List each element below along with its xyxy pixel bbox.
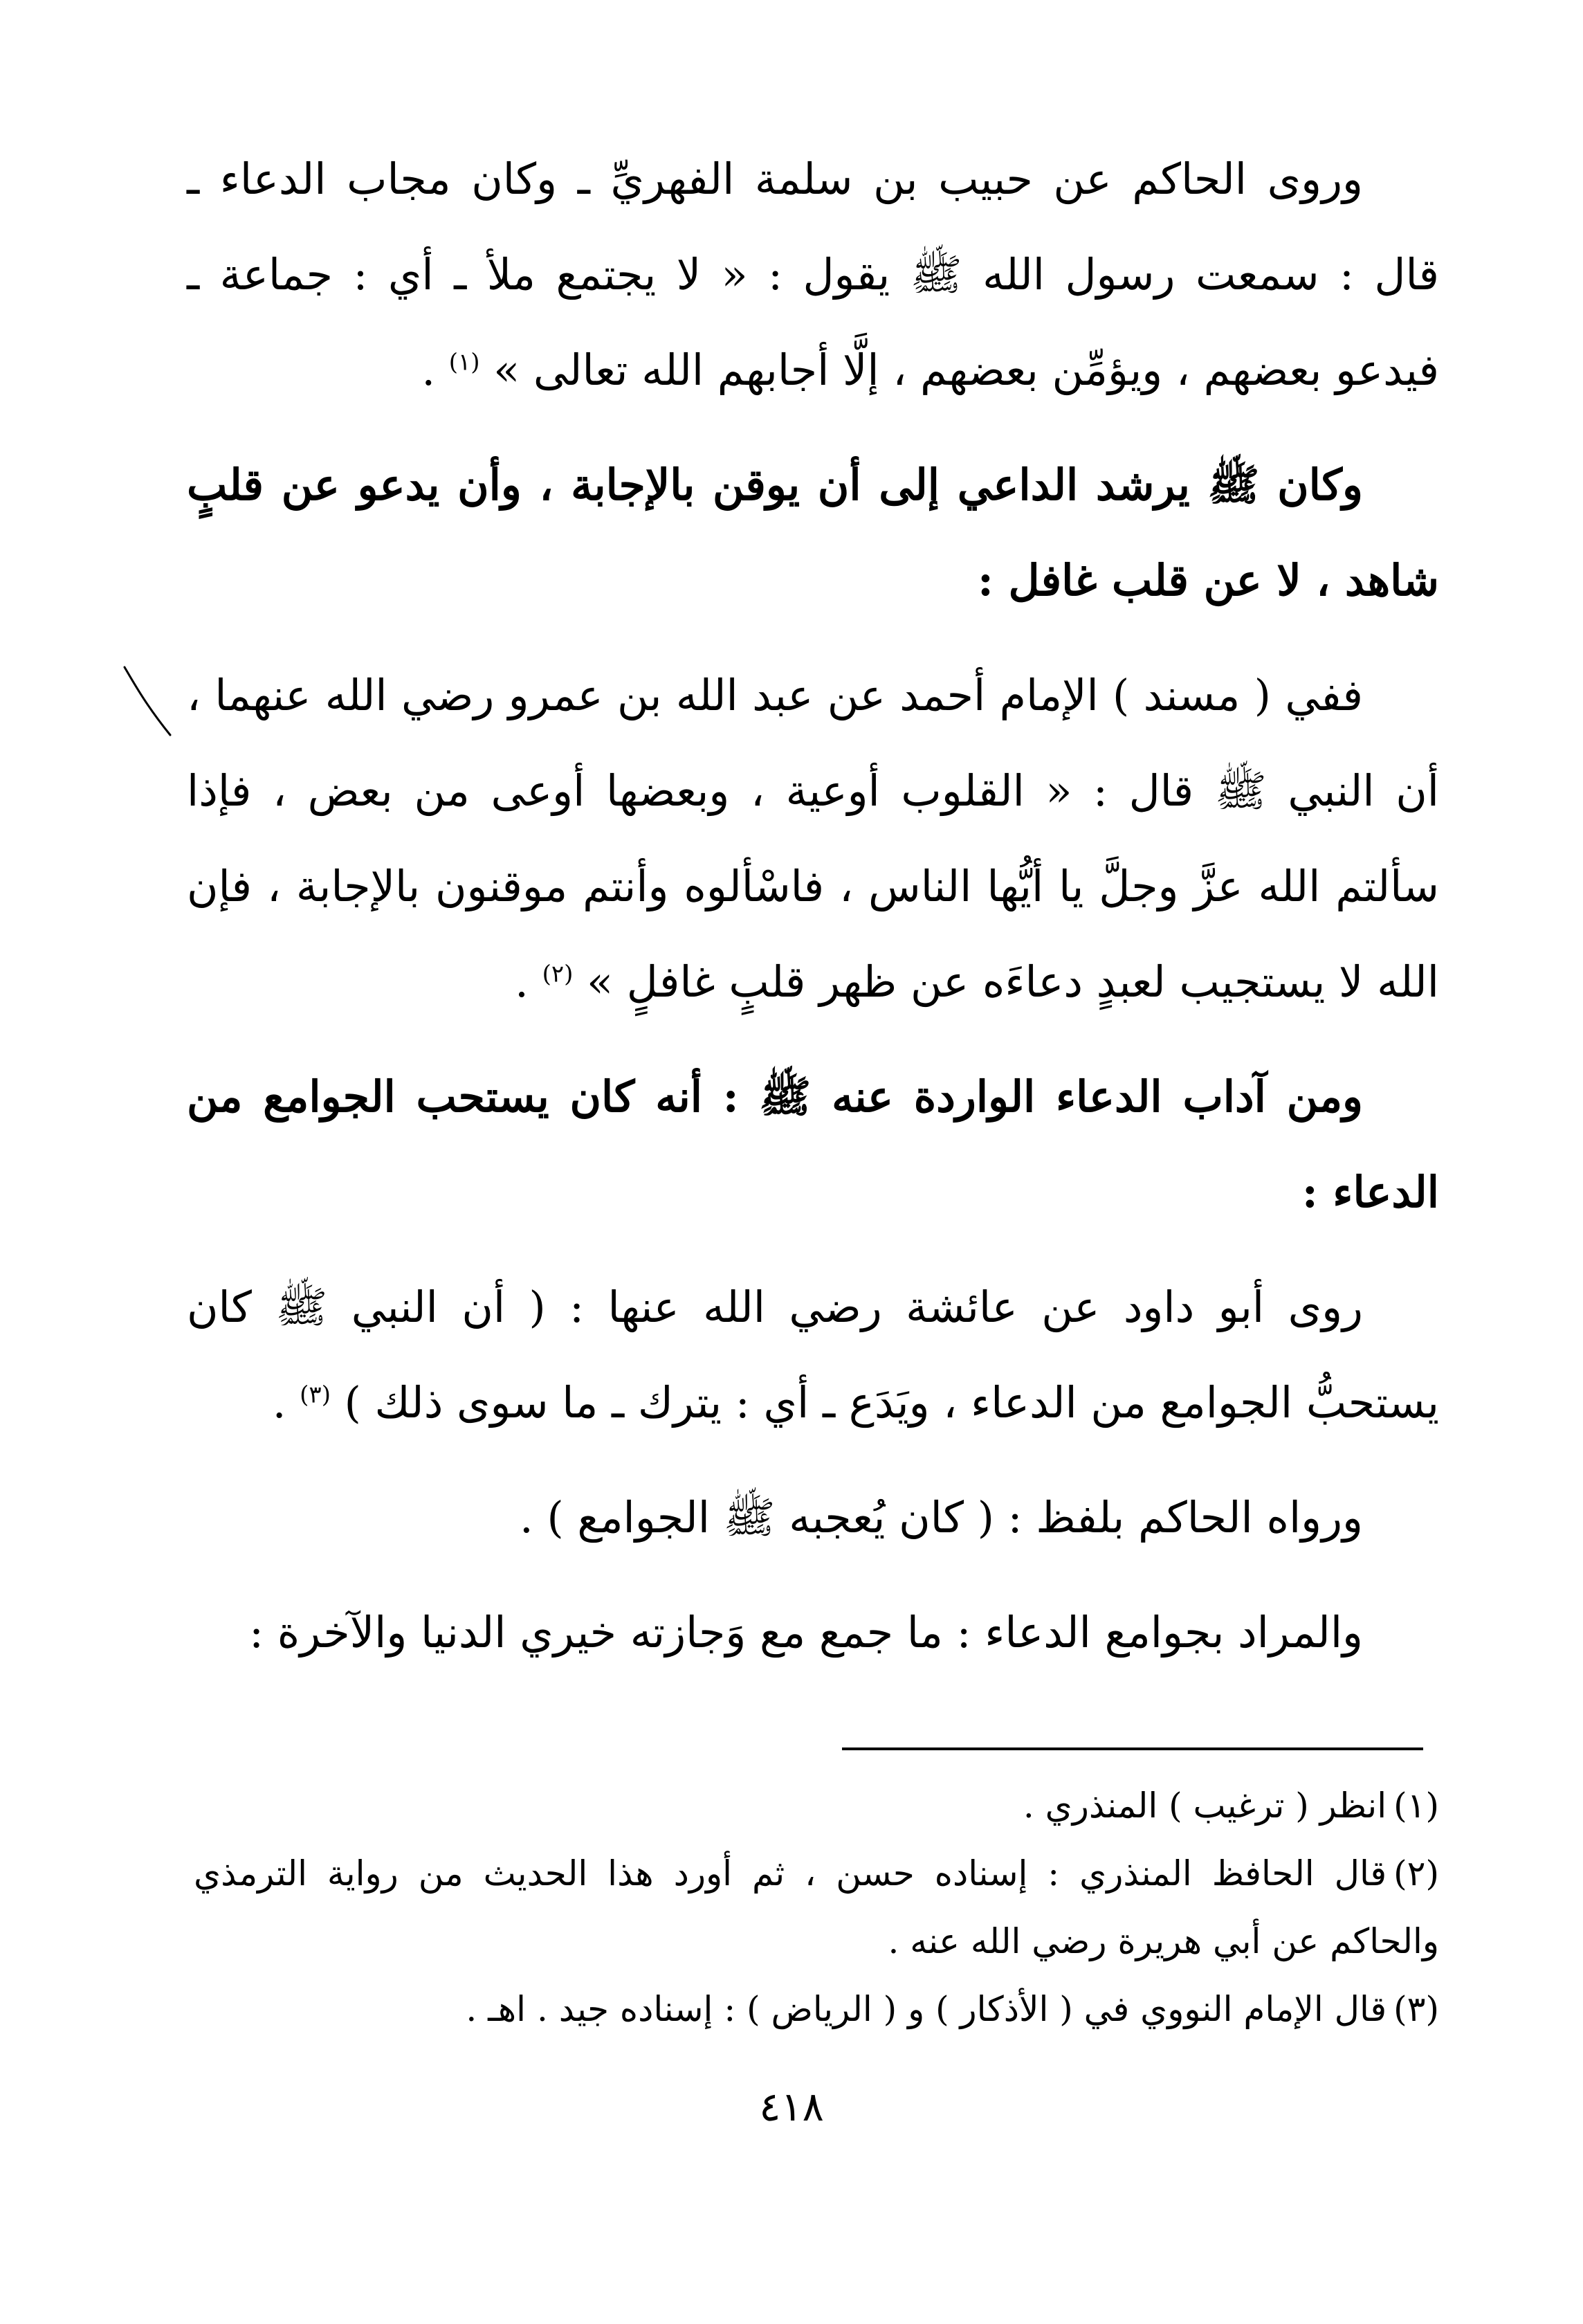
footnote-1-number: (١) [1393, 1786, 1439, 1826]
paragraph-1 [187, 131, 1439, 418]
paragraph-5-text: روى أبو داود عن عائشة رضي الله عنها : ( أن النبي ﷺ كان يستحبُّ الجوامع من الدعاء ، ويَدَع ـ أي : يترك ـ ما سوى ذلك ) [187, 1282, 1439, 1428]
footnote-3-number: (٣) [1393, 1989, 1439, 2029]
footnote-1 [194, 1772, 1439, 1840]
footnote-ref-3[interactable]: (٣) [300, 1381, 331, 1409]
footnote-ref-1[interactable]: (١) [448, 348, 480, 376]
footnote-2 [194, 1840, 1439, 1975]
paragraph-3-tail: . [515, 956, 542, 1007]
footnote-3-text: قال الإمام النووي في ( الأذكار ) و ( الرياض ) : إسناده جيد . اهـ . [466, 1989, 1387, 2029]
footnote-2-text: قال الحافظ المنذري : إسناده حسن ، ثم أورد هذا الحديث من رواية الترمذي والحاكم عن أبي هريرة رضي الله عنه . [194, 1853, 1439, 1961]
paragraph-7 [187, 1585, 1439, 1680]
paragraph-1-text: وروى الحاكم عن حبيب بن سلمة الفهريِّ ـ وكان مجاب الدعاء ـ قال : سمعت رسول الله ﷺ يقول : « لا يجتمع ملأ ـ أي : جماعة ـ فيدعو بعضهم ، ويؤمِّن بعضهم ، إلَّا أجابهم الله تعالى » [187, 154, 1439, 395]
paragraph-5 [187, 1260, 1439, 1451]
paragraph-6 [187, 1470, 1439, 1565]
paragraph-3-text: ففي ( مسند ) الإمام أحمد عن عبد الله بن عمرو رضي الله عنهما ، أن النبي ﷺ قال : « القلوب أوعية ، وبعضها أوعى من بعض ، فإذا سألتم الله عزَّ وجلَّ يا أيُّها الناس ، فاسْألوه وأنتم موقنون بالإجابة ، فإن الله لا يستجيب لعبدٍ دعاءَه عن ظهر قلبٍ غافلٍ » [187, 670, 1439, 1007]
paragraph-7-text: والمراد بجوامع الدعاء : ما جمع مع وَجازته خيري الدنيا والآخرة : [249, 1607, 1363, 1658]
margin-pen-mark [119, 663, 174, 739]
paragraph-5-tail: . [272, 1377, 300, 1428]
footnote-ref-2[interactable]: (٢) [542, 960, 574, 988]
footnote-separator [842, 1747, 1423, 1750]
footnotes [194, 1772, 1439, 2043]
footnote-1-text: انظر ( ترغيب ) المنذري . [1023, 1786, 1387, 1826]
footnote-2-number: (٢) [1393, 1853, 1439, 1894]
paragraph-2 [187, 437, 1439, 628]
paragraph-3 [187, 648, 1439, 1030]
paragraph-4-text: ومن آداب الدعاء الواردة عنه ﷺ : أنه كان يستحب الجوامع من الدعاء : [187, 1071, 1439, 1217]
paragraph-2-text: وكان ﷺ يرشد الداعي إلى أن يوقن بالإجابة ، وأن يدعو عن قلبٍ شاهد ، لا عن قلب غافل : [187, 460, 1439, 606]
paragraph-1-tail: . [421, 345, 449, 395]
page-number: ٤١٨ [759, 2083, 824, 2130]
paragraph-6-text: ورواه الحاكم بلفظ : ( كان يُعجبه ﷺ الجوامع ) . [520, 1492, 1363, 1543]
main-text [187, 131, 1439, 1700]
paragraph-4 [187, 1049, 1439, 1240]
footnote-3 [194, 1975, 1439, 2043]
